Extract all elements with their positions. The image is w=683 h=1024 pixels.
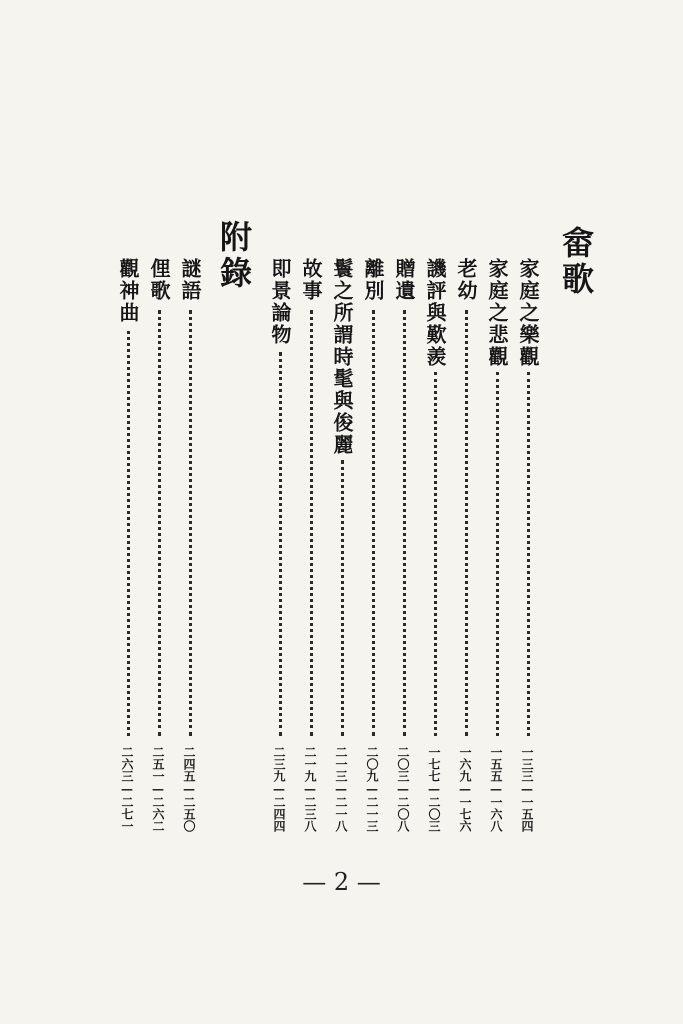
section-heading: 附錄 xyxy=(215,220,253,292)
page-range: 一五五—一六八 xyxy=(489,746,503,832)
dot-leader xyxy=(310,310,313,736)
dot-leader xyxy=(372,310,375,736)
entry-title: 離別 xyxy=(361,258,385,302)
page-range: 一六九—一七六 xyxy=(458,746,472,832)
page-range: 二〇九—二一三 xyxy=(365,746,379,832)
dot-leader xyxy=(527,372,530,736)
entry-title: 鬟之所謂時髦與俊麗 xyxy=(330,258,354,456)
dot-leader xyxy=(465,310,468,736)
dot-leader xyxy=(279,352,282,736)
page-number: — 2 — xyxy=(302,868,381,896)
entry-title: 譏評與歎羨 xyxy=(423,258,447,368)
page-range: 一七七—二〇三 xyxy=(427,746,441,832)
entry-title: 家庭之樂觀 xyxy=(516,258,540,368)
dot-leader xyxy=(403,310,406,736)
entry-title: 謎語 xyxy=(178,258,202,302)
page-range: 二六三—二七一 xyxy=(120,746,134,832)
entry-title: 故事 xyxy=(299,258,323,302)
entry-title: 老幼 xyxy=(454,258,478,302)
entry-title: 俚歌 xyxy=(147,258,171,302)
dot-leader xyxy=(189,310,192,736)
page-range: 二〇三—二〇八 xyxy=(396,746,410,832)
section-heading: 畲歌 xyxy=(557,226,595,298)
entry-title: 家庭之悲觀 xyxy=(485,258,509,368)
page-range: 二五一—二六二 xyxy=(151,746,165,832)
dot-leader xyxy=(341,460,344,736)
dot-leader xyxy=(158,310,161,736)
entry-title: 觀神曲 xyxy=(116,258,140,324)
dot-leader xyxy=(496,372,499,736)
dot-leader xyxy=(434,372,437,736)
entry-title: 贈遺 xyxy=(392,258,416,302)
page-range: 二一三—二一八 xyxy=(334,746,348,832)
dot-leader xyxy=(127,331,130,736)
entry-title: 即景論物 xyxy=(268,258,292,346)
page-range: 一三三—一五四 xyxy=(520,746,534,832)
page-range: 二一九—二三八 xyxy=(303,746,317,832)
page-range: 二三九—二四四 xyxy=(272,746,286,832)
page-range: 二四五—二五〇 xyxy=(182,746,196,832)
